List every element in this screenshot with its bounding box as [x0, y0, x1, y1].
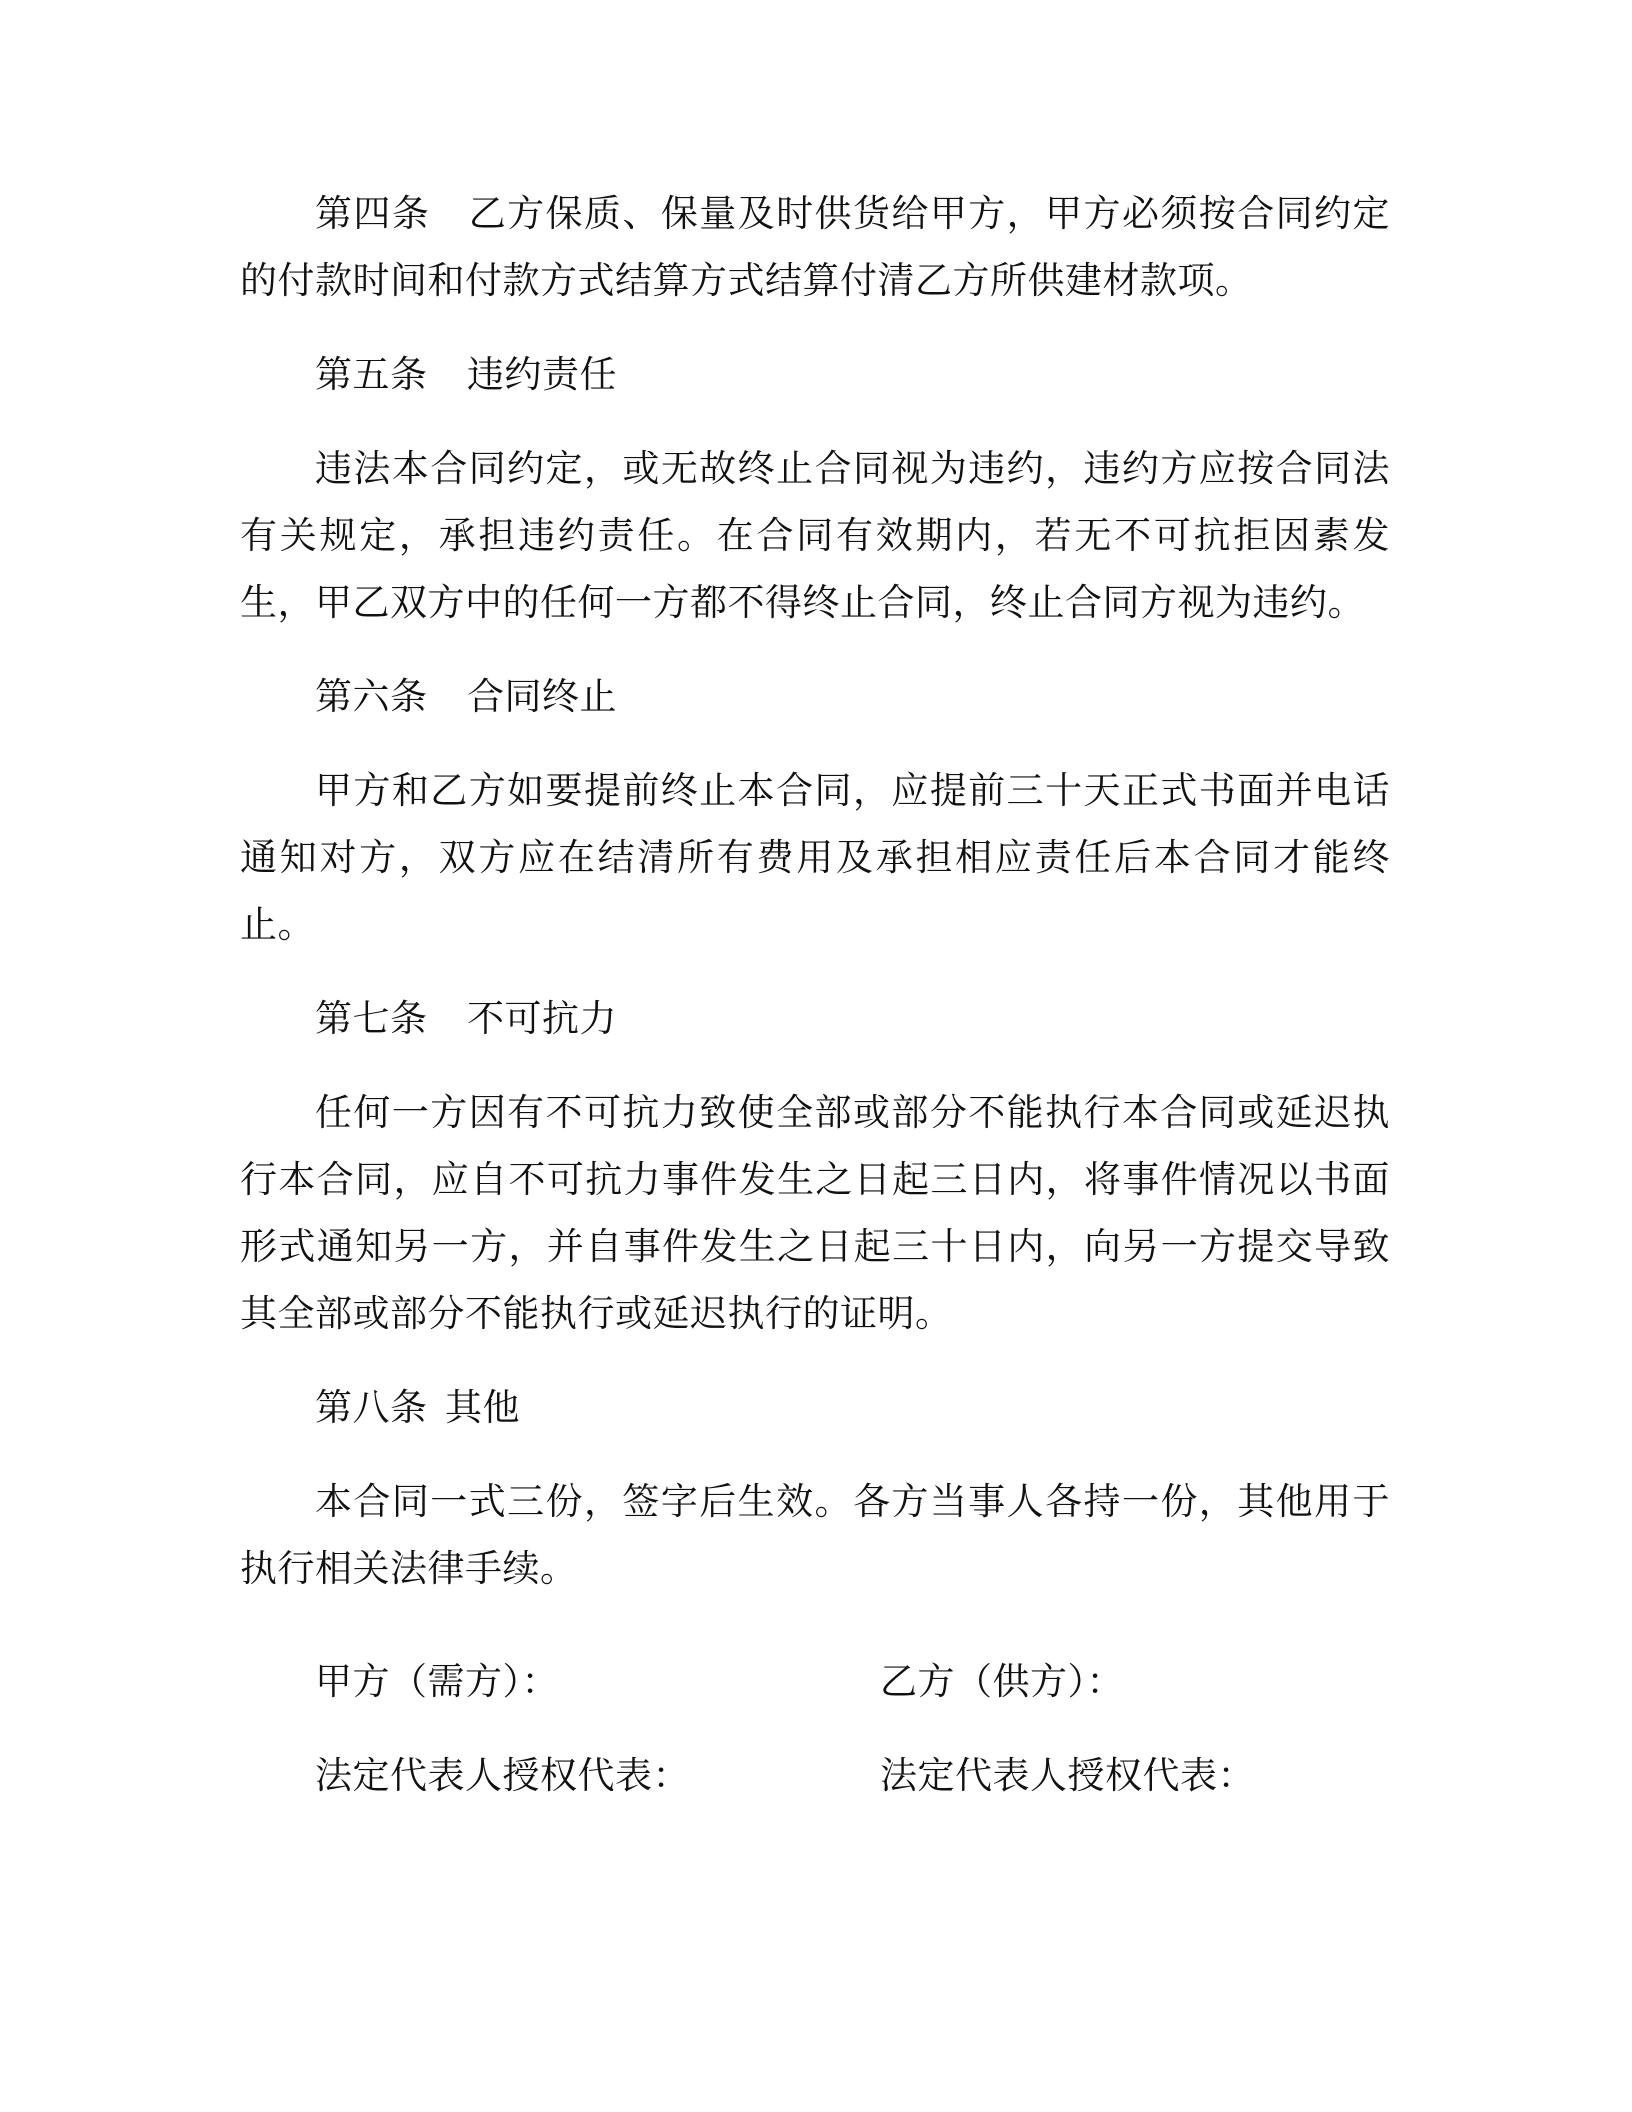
article5-title: 违约责任	[467, 353, 617, 396]
article6-text: 甲方和乙方如要提前终止本合同，应提前三十天正式书面并电话通知对方，双方应在结清所有费用及承担相应责任后本合同才能终止。	[240, 769, 1390, 946]
article7-text: 任何一方因有不可抗力致使全部或部分不能执行本合同或延迟执行本合同，应自不可抗力事件发生之日起三日内，将事件情况以书面形式通知另一方，并自事件发生之日起三十日内，向另一方提交导致其全部或部分不能执行或延迟执行的证明。	[240, 1091, 1390, 1335]
rep-b-label: 法定代表人授权代表：	[880, 1754, 1255, 1797]
article5-number: 第五条	[315, 353, 428, 396]
article4-text: 乙方保质、保量及时供货给甲方，甲方必须按合同约定的付款时间和付款方式结算方式结算付清乙方所供建材款项。	[240, 192, 1391, 302]
article8-title: 其他	[445, 1386, 520, 1429]
article6-title: 合同终止	[467, 675, 617, 718]
article4-paragraph	[240, 180, 1390, 314]
article8-number: 第八条	[315, 1386, 428, 1429]
article8-text: 本合同一式三份，签字后生效。各方当事人各持一份，其他用于执行相关法律手续。	[240, 1480, 1390, 1590]
article7-number: 第七条	[315, 997, 428, 1040]
article5-heading	[240, 341, 1390, 408]
contract-body	[240, 180, 1390, 1602]
article7-title: 不可抗力	[467, 997, 617, 1040]
article8-heading	[240, 1374, 1390, 1441]
article4-number: 第四条	[315, 192, 431, 235]
party-a-label: 甲方（需方）：	[315, 1660, 559, 1703]
signature-reps-row	[315, 1742, 1415, 1809]
article5-text: 违法本合同约定，或无故终止合同视为违约，违约方应按合同法有关规定，承担违约责任。在合同有效期内，若无不可抗拒因素发生，甲乙双方中的任何一方都不得终止合同，终止合同方视为违约。	[240, 447, 1390, 624]
article7-heading	[240, 985, 1390, 1052]
article6-heading	[240, 663, 1390, 730]
rep-a-label: 法定代表人授权代表：	[315, 1754, 690, 1797]
article6-number: 第六条	[315, 675, 428, 718]
signature-parties-row	[315, 1648, 1415, 1715]
party-b-label: 乙方（供方）：	[880, 1660, 1124, 1703]
